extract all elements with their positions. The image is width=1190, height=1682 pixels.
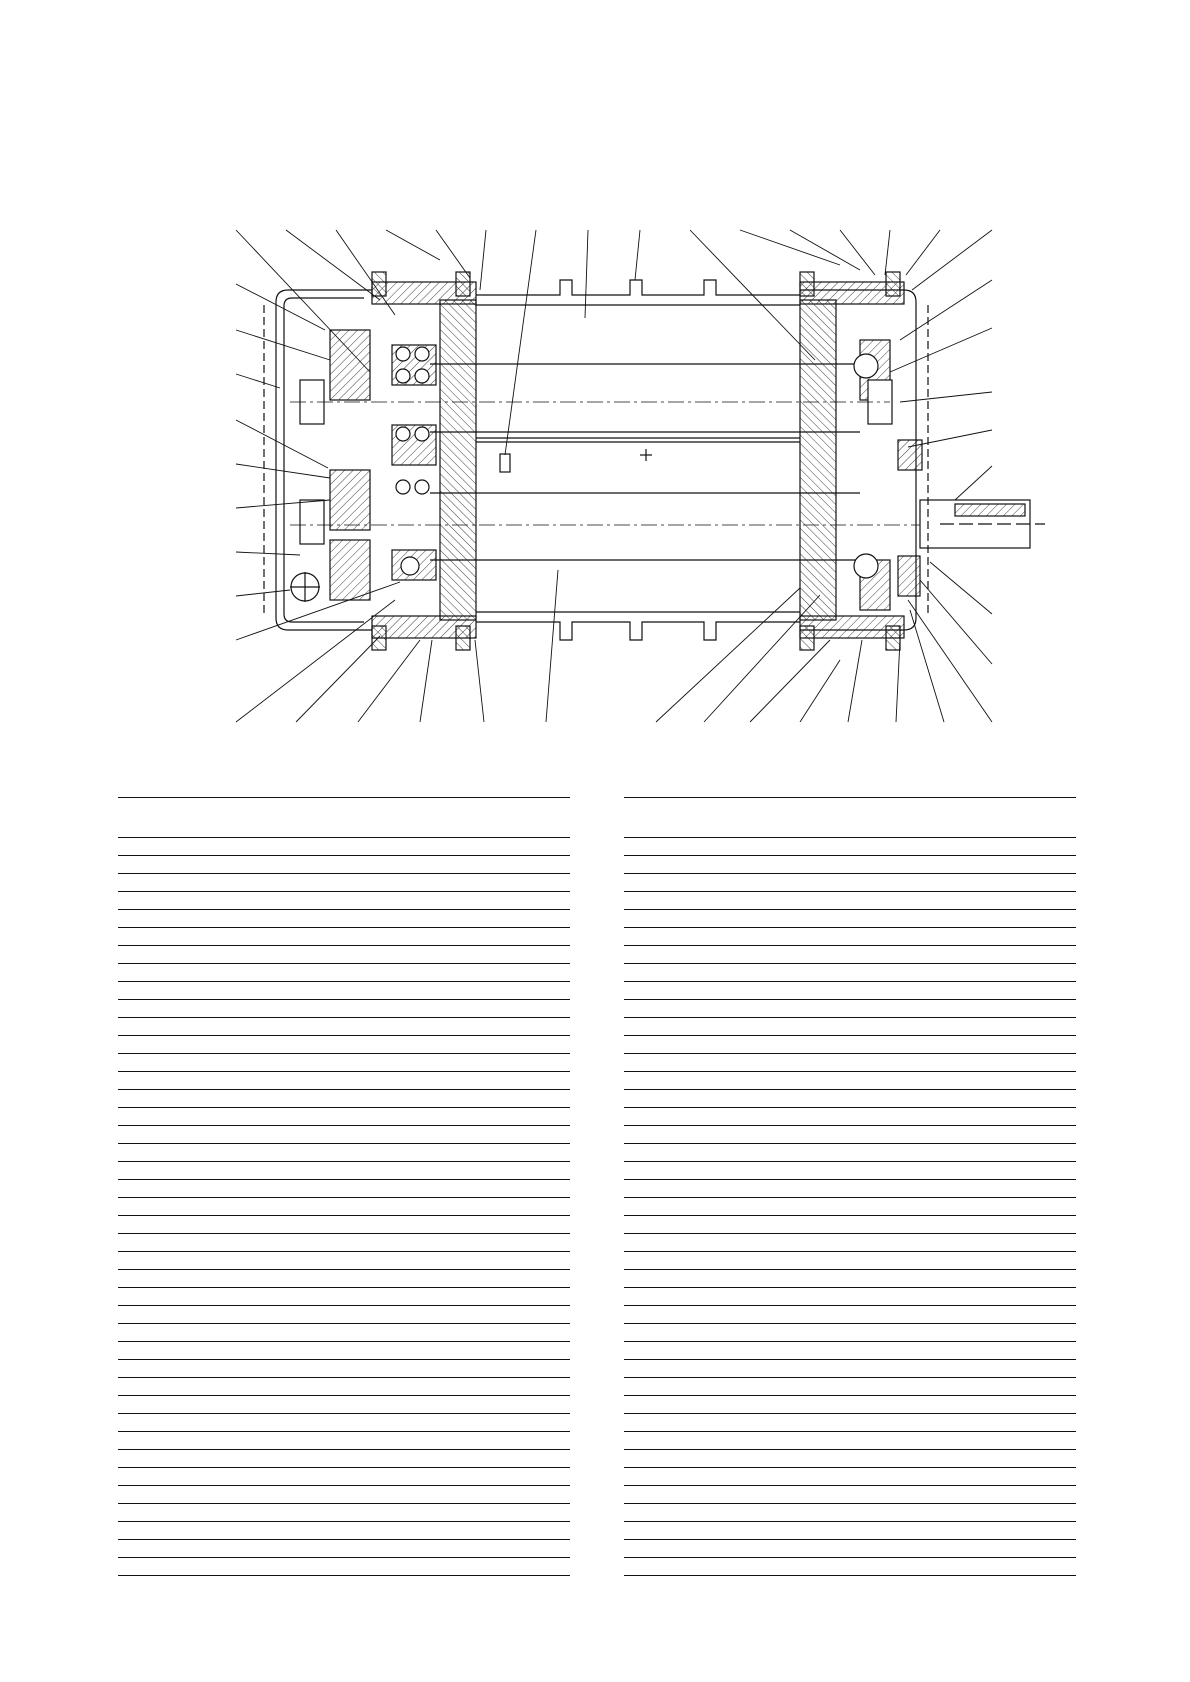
table-rule bbox=[624, 1575, 1076, 1576]
table-rule bbox=[624, 1305, 1076, 1306]
table-rule bbox=[118, 797, 570, 798]
drum-top bbox=[476, 280, 800, 295]
table-rule bbox=[624, 1395, 1076, 1396]
table-rule bbox=[624, 1269, 1076, 1270]
table-rule bbox=[624, 837, 1076, 838]
table-rule bbox=[624, 1467, 1076, 1468]
table-rule bbox=[118, 1107, 570, 1108]
table-rule bbox=[624, 1341, 1076, 1342]
table-rule bbox=[118, 1359, 570, 1360]
table-rule bbox=[118, 1377, 570, 1378]
table-rule bbox=[118, 1395, 570, 1396]
table-rule bbox=[118, 1305, 570, 1306]
table-rule bbox=[624, 1017, 1076, 1018]
table-rule bbox=[624, 1431, 1076, 1432]
table-rule bbox=[624, 1287, 1076, 1288]
table-rule bbox=[118, 1161, 570, 1162]
table-rule bbox=[118, 1269, 570, 1270]
table-rule bbox=[118, 1071, 570, 1072]
table-rule bbox=[118, 1521, 570, 1522]
table-rule bbox=[118, 1017, 570, 1018]
table-rule bbox=[624, 873, 1076, 874]
table-rule bbox=[118, 1053, 570, 1054]
table-rule bbox=[624, 927, 1076, 928]
table-rule bbox=[624, 1485, 1076, 1486]
table-rule bbox=[118, 1413, 570, 1414]
table-rule bbox=[624, 1503, 1076, 1504]
bearing-left-mid bbox=[392, 425, 436, 494]
table-rule bbox=[624, 1125, 1076, 1126]
table-rule bbox=[624, 981, 1076, 982]
table-rule bbox=[624, 999, 1076, 1000]
table-rule bbox=[624, 1539, 1076, 1540]
table-rule bbox=[118, 891, 570, 892]
table-rule bbox=[624, 1377, 1076, 1378]
table-rule bbox=[624, 963, 1076, 964]
table-rule bbox=[118, 1035, 570, 1036]
table-rule bbox=[118, 963, 570, 964]
table-rule bbox=[118, 1179, 570, 1180]
table-rule bbox=[118, 837, 570, 838]
table-rule bbox=[624, 1521, 1076, 1522]
table-rule bbox=[118, 1323, 570, 1324]
table-rule bbox=[118, 1143, 570, 1144]
table-rule bbox=[624, 1089, 1076, 1090]
table-rule bbox=[624, 1449, 1076, 1450]
table-rule bbox=[118, 1125, 570, 1126]
table-rule bbox=[118, 1449, 570, 1450]
bearing-left-lower bbox=[392, 550, 436, 580]
table-rule bbox=[624, 1053, 1076, 1054]
table-rule bbox=[118, 1431, 570, 1432]
table-rule bbox=[624, 1197, 1076, 1198]
drum-bottom bbox=[476, 622, 800, 640]
table-rule bbox=[118, 981, 570, 982]
table-rule bbox=[118, 999, 570, 1000]
table-rule bbox=[118, 1197, 570, 1198]
table-rule bbox=[624, 909, 1076, 910]
table-rule bbox=[118, 1341, 570, 1342]
table-rule bbox=[624, 1071, 1076, 1072]
table-rule bbox=[624, 1143, 1076, 1144]
table-rule bbox=[118, 1251, 570, 1252]
table-rule bbox=[118, 873, 570, 874]
table-rule bbox=[624, 945, 1076, 946]
table-rule bbox=[624, 797, 1076, 798]
table-rule bbox=[118, 1467, 570, 1468]
table-rule bbox=[118, 1089, 570, 1090]
parts-table-right bbox=[624, 797, 1076, 1577]
table-rule bbox=[118, 1503, 570, 1504]
table-rule bbox=[118, 1575, 570, 1576]
table-rule bbox=[624, 1161, 1076, 1162]
table-rule bbox=[624, 1215, 1076, 1216]
table-rule bbox=[118, 1485, 570, 1486]
table-rule bbox=[624, 855, 1076, 856]
table-rule bbox=[624, 891, 1076, 892]
table-rule bbox=[624, 1107, 1076, 1108]
table-rule bbox=[118, 927, 570, 928]
table-rule bbox=[624, 1557, 1076, 1558]
parts-table-left bbox=[118, 797, 570, 1577]
table-rule bbox=[118, 1287, 570, 1288]
table-rule bbox=[624, 1251, 1076, 1252]
table-rule bbox=[118, 1215, 570, 1216]
table-rule bbox=[118, 1539, 570, 1540]
table-rule bbox=[624, 1035, 1076, 1036]
table-rule bbox=[624, 1323, 1076, 1324]
table-rule bbox=[624, 1413, 1076, 1414]
table-rule bbox=[624, 1233, 1076, 1234]
table-rule bbox=[118, 1557, 570, 1558]
table-rule bbox=[624, 1359, 1076, 1360]
table-rule bbox=[118, 909, 570, 910]
assembly-drawing bbox=[0, 0, 1190, 740]
table-rule bbox=[624, 1179, 1076, 1180]
table-rule bbox=[118, 855, 570, 856]
table-rule bbox=[118, 945, 570, 946]
bearing-left-upper bbox=[392, 345, 436, 385]
table-rule bbox=[118, 1233, 570, 1234]
